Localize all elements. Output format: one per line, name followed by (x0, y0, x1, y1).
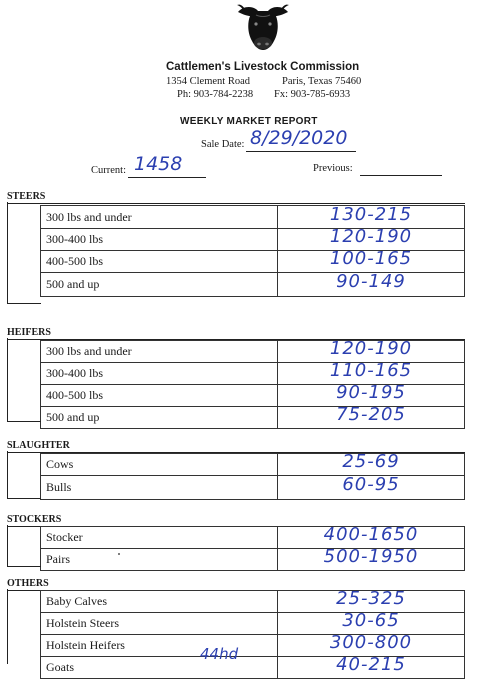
row-value-cell (278, 206, 465, 229)
section-bracket-slaughter (7, 451, 9, 499)
previous-label: Previous: (313, 163, 353, 174)
row-value: 30-65 (342, 612, 400, 631)
current-value: 1458 (134, 153, 183, 175)
row-label: Goats (41, 657, 278, 679)
row-value: 75-205 (336, 406, 406, 425)
row-value: 100-165 (329, 250, 413, 269)
row-label: 400-500 lbs (41, 251, 278, 273)
previous-field (360, 160, 442, 176)
section-title-others: OTHERS (7, 578, 49, 589)
company-name: Cattlemen's Livestock Commission (166, 61, 360, 73)
row-value: 500-1950 (323, 548, 419, 567)
row-value-cell (278, 273, 465, 297)
table-row (41, 454, 465, 476)
row-label: Holstein Heifers (41, 635, 278, 657)
row-label: 300 lbs and under (41, 341, 278, 363)
row-value-cell (278, 657, 465, 679)
section-bracket-stockers (7, 525, 9, 567)
section-bracket-others (7, 589, 9, 664)
sale-date-field (246, 128, 356, 152)
row-value: 25-325 (336, 590, 406, 609)
row-value-cell (278, 635, 465, 657)
row-value: 90-149 (336, 272, 406, 292)
row-label: 500 and up (41, 407, 278, 429)
company-phone: Ph: 903-784-2238 (177, 89, 254, 100)
goats-head-count-note: 44hd (200, 645, 239, 663)
row-label: Bulls (41, 476, 278, 500)
sale-date-value: 8/29/2020 (250, 127, 348, 149)
row-label: Stocker (41, 527, 278, 549)
row-value-cell (278, 407, 465, 429)
table-row (41, 549, 465, 571)
current-label: Current: (91, 165, 126, 176)
table-row (41, 613, 465, 635)
row-value-cell (278, 341, 465, 363)
row-value: 130-215 (329, 205, 413, 225)
row-value-cell (278, 476, 465, 500)
section-bracket-stockers-bottom (7, 566, 41, 567)
section-title-slaughter: SLAUGHTER (7, 440, 70, 451)
others-table (40, 590, 465, 679)
row-value-cell (278, 363, 465, 385)
section-bracket-steers-bottom (7, 303, 41, 304)
company-city: Paris, Texas 75460 (282, 76, 362, 87)
table-row (41, 273, 465, 297)
company-fax: Fx: 903-785-6933 (274, 89, 351, 100)
table-row (41, 341, 465, 363)
table-row (41, 229, 465, 251)
row-value-cell (278, 527, 465, 549)
row-label: 300 lbs and under (41, 206, 278, 229)
row-value: 110-165 (329, 362, 413, 381)
table-row (41, 635, 465, 657)
sale-date-label: Sale Date: (201, 139, 245, 150)
row-value-cell (278, 613, 465, 635)
row-value-cell (278, 454, 465, 476)
stockers-table (40, 526, 465, 571)
row-label: Baby Calves (41, 591, 278, 613)
row-label: Holstein Steers (41, 613, 278, 635)
section-rule-steers (7, 203, 465, 204)
row-label: 500 and up (41, 273, 278, 297)
section-bracket-slaughter-bottom (7, 498, 41, 499)
table-row (41, 476, 465, 500)
section-title-stockers: STOCKERS (7, 514, 62, 525)
row-value: 90-195 (336, 384, 406, 403)
row-value-cell (278, 549, 465, 571)
row-value-cell (278, 229, 465, 251)
table-row (41, 385, 465, 407)
row-value-cell (278, 591, 465, 613)
section-title-steers: STEERS (7, 191, 46, 202)
section-bracket-heifers-bottom (7, 421, 41, 422)
slaughter-table (40, 453, 465, 500)
row-value-cell (278, 385, 465, 407)
company-address: 1354 Clement Road (166, 76, 250, 87)
section-title-heifers: HEIFERS (7, 327, 51, 338)
table-row (41, 206, 465, 229)
steers-table (40, 205, 465, 297)
table-row (41, 251, 465, 273)
report-title: WEEKLY MARKET REPORT (180, 116, 318, 127)
heifers-table (40, 340, 465, 429)
row-label: Cows (41, 454, 278, 476)
row-label: 300-400 lbs (41, 229, 278, 251)
row-value: 120-190 (329, 228, 413, 247)
table-row (41, 657, 465, 679)
row-value-cell (278, 251, 465, 273)
row-value: 25-69 (342, 453, 400, 472)
section-bracket-heifers (7, 338, 9, 422)
row-value: 300-800 (329, 634, 413, 653)
row-value: 60-95 (342, 475, 400, 495)
row-label: Pairs (41, 549, 278, 571)
table-row (41, 407, 465, 429)
row-label: 300-400 lbs (41, 363, 278, 385)
table-row (41, 363, 465, 385)
cow-head-logo-icon (232, 2, 294, 52)
row-value: 120-190 (329, 340, 413, 359)
row-label: 400-500 lbs (41, 385, 278, 407)
row-value: 400-1650 (323, 526, 419, 545)
current-field (128, 154, 206, 178)
table-row (41, 527, 465, 549)
table-row (41, 591, 465, 613)
paper-speck (118, 553, 120, 555)
row-value: 40-215 (336, 656, 406, 675)
section-bracket-steers (7, 202, 9, 304)
